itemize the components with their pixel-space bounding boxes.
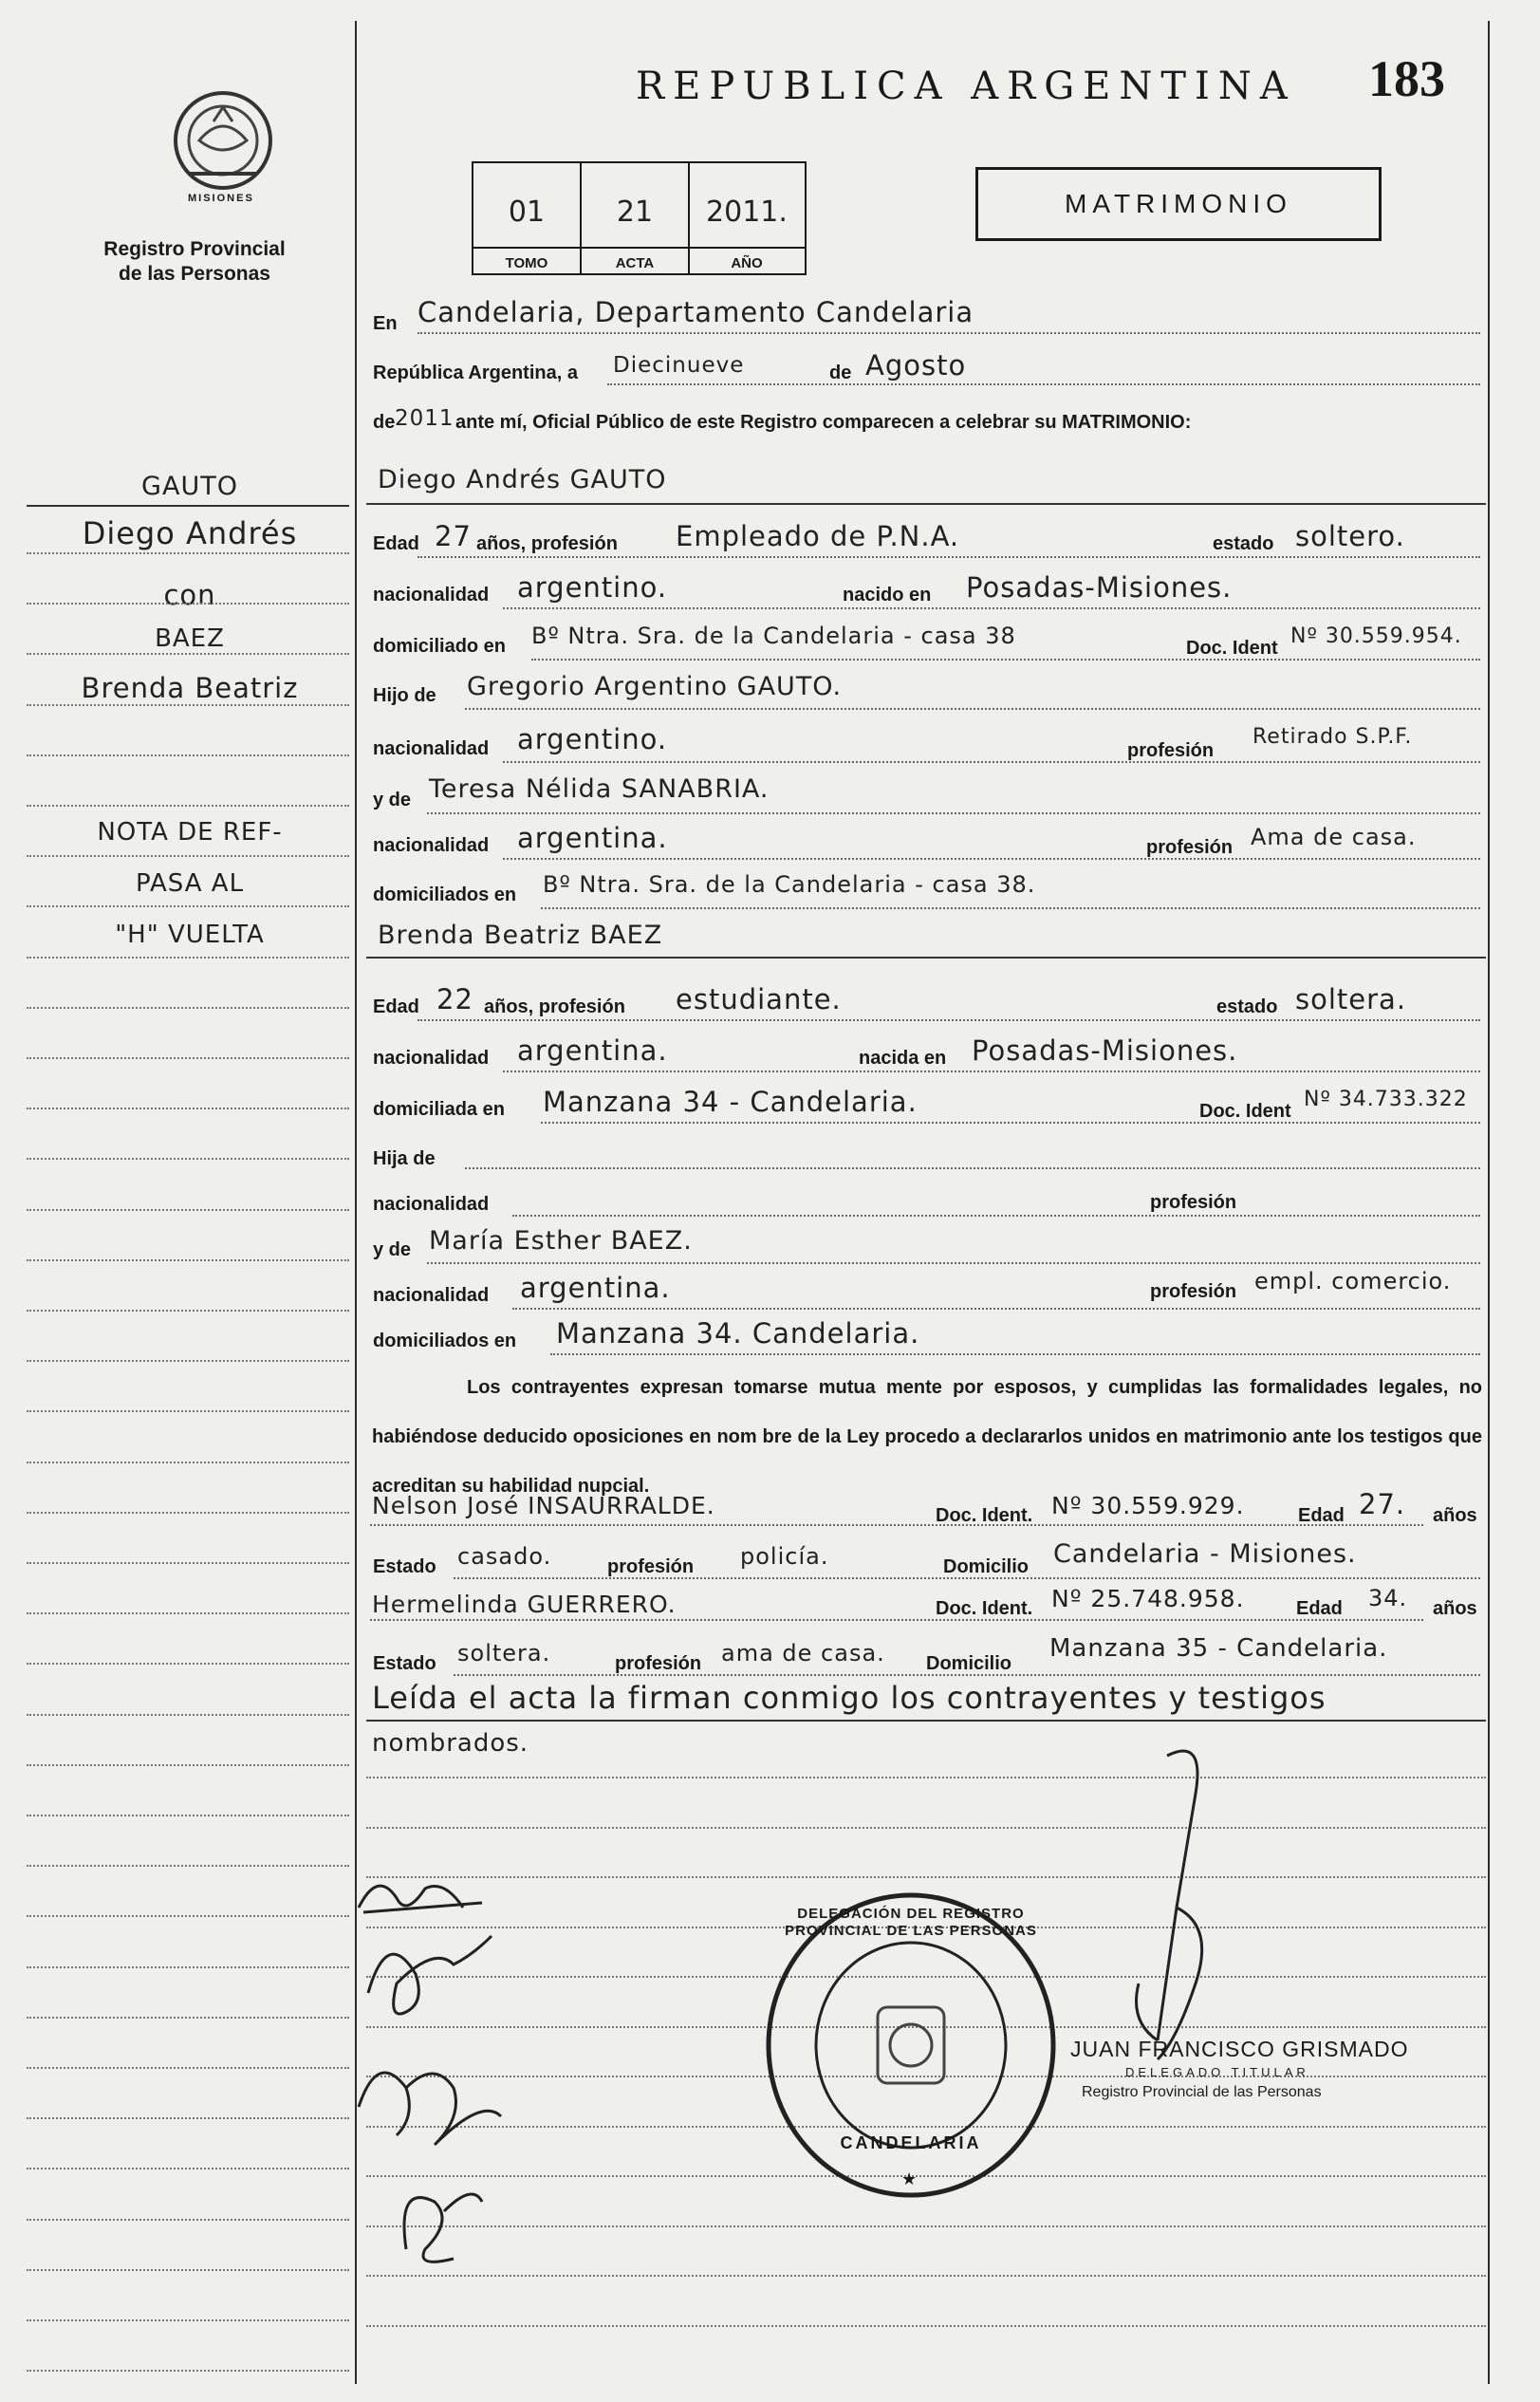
record-type-box: MATRIMONIO [975,167,1382,241]
tomo-label: TOMO [505,255,548,271]
left-ruled-line [27,2370,349,2372]
bride-mother-nationality: argentina. [520,1272,671,1304]
stamp-ring-text: DELEGACIÓN DEL REGISTRO PROVINCIAL DE LAS PERSONAS [785,1906,1037,1939]
label-ante: ante mí, Oficial Público de este Registro comparecen a celebrar su MATRIMONIO: [455,412,1192,433]
bride-address: Manzana 34 - Candelaria. [543,1086,918,1118]
label-de-month: de [829,363,852,383]
witness1-age: 27. [1359,1488,1406,1520]
left-ruled-line [27,1612,349,1614]
registry-line-1: Registro Provincial [103,238,286,260]
groom-profession: Empleado de P.N.A. [676,520,960,552]
record-number-table [472,161,807,275]
left-ruled-line [27,905,349,907]
groom-status: soltero. [1295,520,1405,552]
declaration-body: Los contrayentes expresan tomarse mutua mente por esposos, y cumplidas las formalidades legales, no habiéndose deducido oposiciones en nom bre de la Ley procedo a declararlos unidos en matrimonio ante los testigos que acreditan su habilidad nupcial. [372,1377,1482,1497]
left-ruled-line [27,653,349,655]
label-w1-estado: Estado [373,1556,436,1577]
left-ruled-line [27,855,349,857]
groom-father: Gregorio Argentino GAUTO. [467,672,843,701]
left-ruled-line [27,1360,349,1362]
witness2-profession: ama de casa. [721,1640,885,1667]
witness2-status: soltera. [457,1640,551,1667]
label-groom-estado: estado [1213,533,1274,554]
label-w2-doc: Doc. Ident. [936,1598,1033,1619]
witness2-age: 34. [1368,1585,1408,1611]
label-groom-parents-domicilio: domiciliados en [373,884,517,905]
margin-con: con [163,579,216,611]
bride-status: soltera. [1295,983,1407,1015]
officer-signature [1072,1737,1319,2083]
groom-parents-address: Bº Ntra. Sra. de la Candelaria - casa 38. [543,871,1036,898]
label-en: En [373,313,398,334]
groom-father-nationality: argentino. [517,723,668,755]
label-w1-anios: años [1433,1505,1477,1526]
label-groom-doc: Doc. Ident [1186,638,1278,659]
witness1-profession: policía. [740,1543,829,1570]
label-w2-profesion: profesión [615,1653,702,1674]
label-w2-estado: Estado [373,1653,436,1674]
bride-age: 22 [436,983,473,1015]
right-page-border [1488,21,1490,2384]
left-ruled-line [27,2017,349,2019]
declaration-text [372,1363,1482,1511]
label-groom-nacionalidad: nacionalidad [373,585,490,605]
left-ruled-line [27,957,349,959]
left-ruled-line [27,1562,349,1564]
bride-nationality: argentina. [517,1034,668,1067]
witness1-status: casado. [457,1543,552,1570]
left-ruled-line [27,2219,349,2221]
bride-mother: María Esther BAEZ. [429,1226,693,1256]
left-ruled-line [27,603,349,605]
label-bride-father-profesion: profesión [1150,1192,1237,1213]
left-ruled-line [27,1310,349,1312]
bride-parents-address: Manzana 34. Candelaria. [556,1317,920,1350]
ano-value: 2011. [706,196,788,229]
margin-groom-surname: GAUTO [141,472,238,501]
label-bride-edad: Edad [373,996,419,1017]
left-ruled-line [27,704,349,706]
label-hijo-de: Hijo de [373,685,436,706]
label-groom-nacido: nacido en [843,585,932,605]
witness1-doc: Nº 30.559.929. [1051,1492,1245,1519]
groom-age: 27 [435,520,472,552]
left-ruled-line [27,1966,349,1968]
left-ruled-line [27,754,349,756]
signatures [349,1870,520,2311]
label-bride-mother-nacionalidad: nacionalidad [373,1285,490,1306]
margin-groom-names: Diego Andrés [82,515,298,551]
groom-nationality: argentino. [517,571,668,604]
label-w2-edad: Edad [1296,1598,1343,1619]
left-ruled-line [27,1764,349,1766]
month: Agosto [865,349,967,382]
label-hija-de: Hija de [373,1148,436,1169]
left-ruled-line [27,1158,349,1160]
left-ruled-line [27,805,349,807]
day: Diecinueve [613,353,745,378]
stamp-star: ★ [901,2169,918,2188]
groom-address: Bº Ntra. Sra. de la Candelaria - casa 38 [531,623,1016,649]
bride-doc: Nº 34.733.322 [1304,1088,1468,1111]
groom-father-profession: Retirado S.P.F. [1252,725,1413,749]
label-republica: República Argentina, a [373,363,578,383]
place: Candelaria, Departamento Candelaria [417,296,974,328]
label-w1-doc: Doc. Ident. [936,1505,1033,1526]
tomo-value: 01 [508,196,546,229]
officer-name: JUAN FRANCISCO GRISMADO [1070,2037,1409,2061]
signature-ruled-line [366,2225,1486,2227]
label-w1-profesion: profesión [607,1556,695,1577]
label-w2-domicilio: Domicilio [926,1653,1012,1674]
left-ruled-line [27,2319,349,2321]
margin-note-line-2: PASA AL [135,869,245,898]
left-ruled-line [27,2168,349,2169]
country-title: REPUBLICA ARGENTINA [636,65,1296,108]
signature-ruled-line [366,2275,1486,2277]
label-bride-y-de: y de [373,1239,412,1260]
label-bride-mother-profesion: profesión [1150,1281,1237,1302]
left-ruled-line [27,2117,349,2119]
margin-bride-names: Brenda Beatriz [81,672,299,704]
label-w2-anios: años [1433,1598,1477,1619]
groom-born-in: Posadas-Misiones. [966,571,1233,604]
bride-profession: estudiante. [676,983,842,1015]
groom-name: Diego Andrés GAUTO [378,465,667,494]
label-bride-estado: estado [1216,996,1278,1017]
label-w1-domicilio: Domicilio [943,1556,1030,1577]
signature-ruled-line [366,2325,1486,2327]
margin-note-line-1: NOTA DE REF- [97,818,283,847]
left-ruled-line [27,2067,349,2069]
seal-top-text: MISIONES [188,193,254,204]
label-bride-nacionalidad: nacionalidad [373,1048,490,1069]
label-father-profesion: profesión [1127,740,1215,761]
left-ruled-line [27,1209,349,1211]
label-y-de: y de [373,790,412,810]
groom-mother: Teresa Nélida SANABRIA. [429,774,770,804]
label-groom-domicilio: domiciliado en [373,636,507,657]
left-ruled-line [27,552,349,554]
groom-mother-profession: Ama de casa. [1251,824,1417,850]
witness2-name: Hermelinda GUERRERO. [372,1591,677,1618]
officer-title: DELEGADO TITULAR [1125,2065,1309,2079]
official-stamp [759,1889,1063,2206]
label-bride-doc: Doc. Ident [1199,1101,1291,1122]
left-ruled-line [27,2269,349,2271]
left-ruled-line [27,1057,349,1059]
year: 2011. [395,406,462,431]
left-ruled-line [27,1512,349,1514]
label-mother-profesion: profesión [1146,837,1234,858]
witness1-name: Nelson José INSAURRALDE. [372,1492,715,1519]
label-groom-anios: años, profesión [476,533,618,554]
label-groom-edad: Edad [373,533,419,554]
label-bride-parents-domicilio: domiciliados en [373,1331,517,1351]
left-ruled-line [27,1007,349,1009]
left-ruled-line [27,1108,349,1109]
left-ruled-line [27,1815,349,1816]
registry-name [76,237,313,287]
bride-mother-profession: empl. comercio. [1254,1268,1452,1294]
left-ruled-line [27,1915,349,1917]
label-bride-nacida: nacida en [859,1048,947,1069]
label-bride-father-nacionalidad: nacionalidad [373,1194,490,1215]
label-w1-edad: Edad [1298,1505,1345,1526]
margin-note-line-3: "H" VUELTA [115,921,265,949]
label-bride-anios: años, profesión [484,996,625,1017]
left-ruled-line [27,1462,349,1463]
ano-label: AÑO [731,255,763,271]
left-ruled-line [27,1865,349,1867]
left-ruled-line [27,1410,349,1412]
page-number: 183 [1368,50,1445,107]
acta-label: ACTA [615,255,655,271]
officer-registry: Registro Provincial de las Personas [1082,2084,1322,2100]
registry-line-2: de las Personas [119,263,270,285]
groom-mother-nationality: argentina. [517,822,668,854]
bride-born-in: Posadas-Misiones. [972,1034,1238,1067]
stamp-center-text: CANDELARIA [840,2133,982,2152]
left-ruled-line [27,1259,349,1261]
acta-value: 21 [616,196,654,229]
closing-line-1: Leída el acta la firman conmigo los contrayentes y testigos [372,1680,1327,1716]
label-de-year: de [373,412,396,433]
label-father-nacionalidad: nacionalidad [373,738,490,759]
bride-name: Brenda Beatriz BAEZ [378,921,663,950]
witness2-address: Manzana 35 - Candelaria. [1049,1634,1388,1663]
groom-doc: Nº 30.559.954. [1290,624,1462,648]
left-ruled-line [27,1663,349,1665]
left-ruled-line [27,1714,349,1716]
witness1-address: Candelaria - Misiones. [1053,1539,1357,1569]
witness2-doc: Nº 25.748.958. [1051,1585,1245,1612]
label-mother-nacionalidad: nacionalidad [373,835,490,856]
closing-line-2: nombrados. [372,1729,529,1758]
label-bride-domicilio: domiciliada en [373,1099,505,1120]
margin-bride-surname: BAEZ [155,624,225,653]
